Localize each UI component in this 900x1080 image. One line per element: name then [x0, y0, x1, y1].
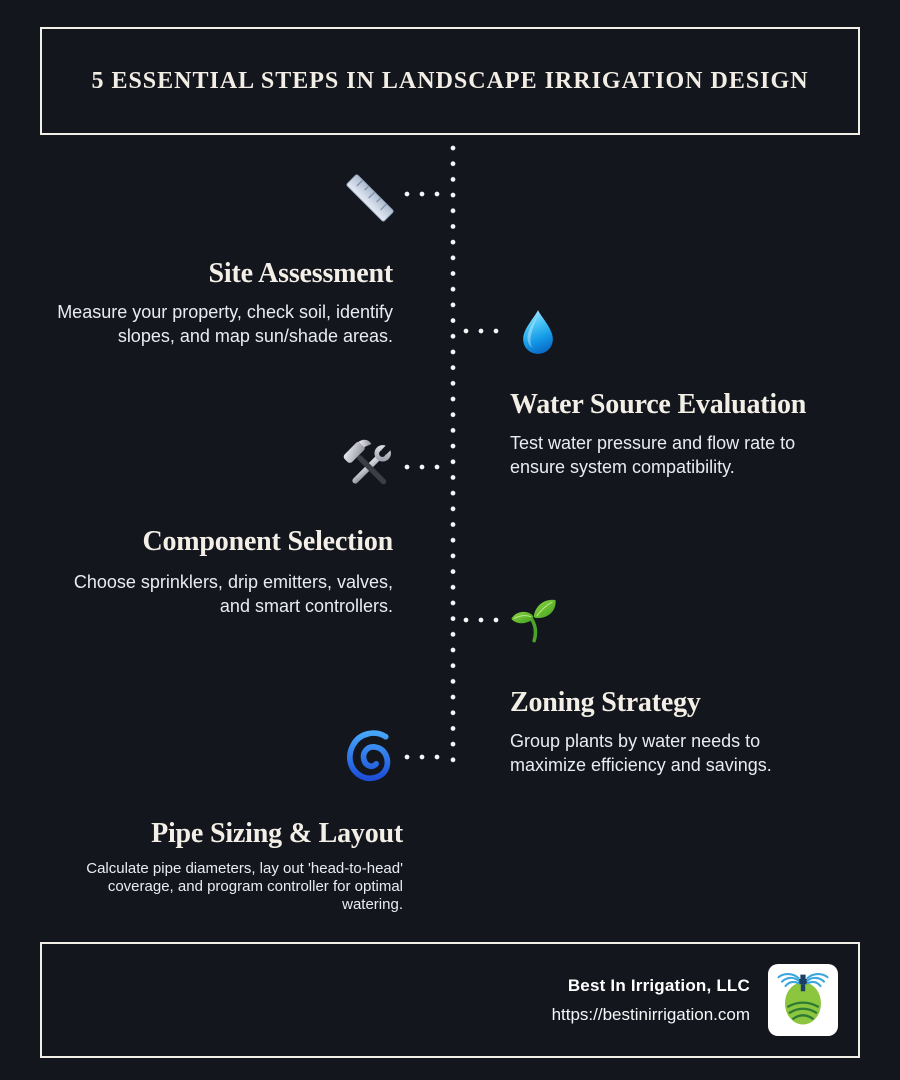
step-pipe-sizing-layout: [63, 816, 403, 914]
step-title: Component Selection: [142, 526, 393, 557]
cyclone-icon: [342, 728, 398, 789]
connector-dots-step4: [463, 617, 508, 623]
page-title: 5 ESSENTIAL STEPS IN LANDSCAPE IRRIGATION DESIGN: [91, 67, 809, 94]
sprinkler-lawn-logo: [775, 971, 831, 1029]
timeline-dotted-line: [450, 145, 456, 765]
hammer-wrench-icon: [338, 436, 400, 503]
seedling-icon: [507, 590, 563, 651]
footer: [40, 942, 860, 1058]
connector-dots-step5: [404, 754, 449, 760]
step-water-source-evaluation: [510, 387, 840, 479]
step-description: Group plants by water needs to maximize efficiency and savings.: [510, 731, 772, 775]
step-title: Water Source Evaluation: [510, 389, 807, 420]
step-description: Measure your property, check soil, identify slopes, and map sun/shade areas.: [57, 302, 393, 346]
website-url: https://bestinirrigation.com: [551, 1004, 750, 1024]
step-component-selection: [71, 524, 393, 618]
company-logo: [768, 964, 838, 1036]
connector-dots-step2: [463, 328, 508, 334]
ruler-icon: [340, 168, 400, 233]
step-description: Calculate pipe diameters, lay out 'head-to-head' coverage, and program controller for optimal watering.: [86, 860, 403, 913]
step-site-assessment: [21, 256, 393, 348]
step-zoning-strategy: [510, 685, 840, 777]
step-description: Test water pressure and flow rate to ensure system compatibility.: [510, 433, 796, 477]
footer-text: [552, 976, 750, 1025]
step-description: Choose sprinklers, drip emitters, valves, and smart controllers.: [73, 572, 393, 616]
step-title: Pipe Sizing & Layout: [151, 818, 403, 849]
connector-dots-step1: [404, 191, 449, 197]
header-frame: [40, 27, 860, 135]
droplet-icon: [513, 306, 563, 363]
step-title: Site Assessment: [208, 258, 393, 289]
company-name: Best In Irrigation, LLC: [567, 975, 750, 995]
step-title: Zoning Strategy: [510, 687, 701, 718]
connector-dots-step3: [404, 464, 449, 470]
